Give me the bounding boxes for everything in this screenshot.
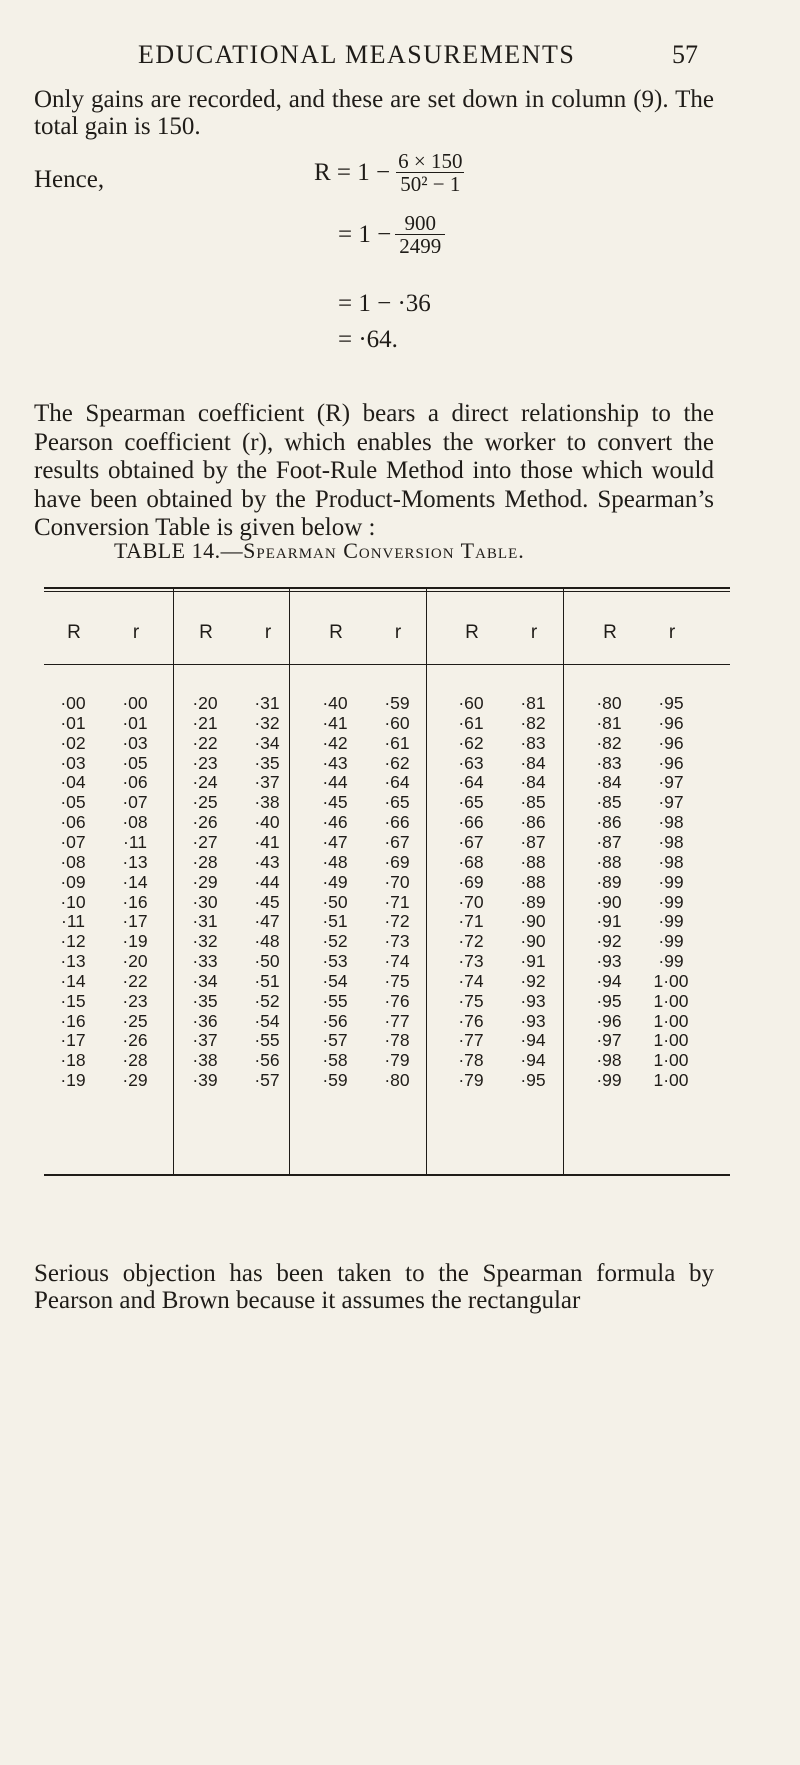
table-cell-r: ·71: [384, 891, 410, 912]
table-cell-r: ·74: [384, 951, 410, 972]
table-cell-R: ·60: [458, 693, 484, 713]
table-cell-r: ·64: [384, 772, 410, 793]
fraction-1-numerator: 6 × 150: [398, 149, 463, 173]
table-cell-r: ·55: [254, 1030, 280, 1051]
table-cell-R: ·19: [60, 1070, 86, 1091]
table-caption-prefix: TABLE 14.—: [114, 538, 244, 563]
table-cell-r: ·34: [254, 732, 280, 753]
table-cell-r: ·00: [122, 693, 148, 713]
table-cell-r: ·98: [658, 831, 684, 852]
equation-lhs: R = 1 −: [314, 158, 391, 186]
table-cell-r: ·38: [254, 792, 280, 813]
fraction-2-numerator: 900: [404, 211, 436, 235]
table-cell-R: ·93: [596, 951, 622, 972]
table-cell-r: ·82: [520, 712, 546, 733]
table-cell-r: ·17: [122, 911, 148, 932]
column-header-R: R: [465, 622, 479, 643]
table-cell-R: ·15: [60, 990, 86, 1011]
table-cell-r: ·94: [520, 1030, 546, 1051]
table-cell-r: ·79: [384, 1050, 410, 1071]
table-cell-r: ·67: [384, 831, 410, 852]
table-cell-R: ·52: [322, 931, 348, 952]
table-cell-R: ·88: [596, 851, 622, 872]
table-cell-R: ·55: [322, 990, 348, 1011]
table-cell-r: ·96: [658, 712, 684, 733]
paragraph-objection: Serious objection has been taken to the Spearman formula by Pearson and Brown because it assumes the rectangular: [34, 1260, 714, 1314]
column-header-r: r: [394, 622, 402, 643]
table-cell-R: ·72: [458, 931, 484, 952]
table-cell-R: ·12: [60, 931, 86, 952]
fraction-2: [395, 212, 445, 257]
table-cell-R: ·14: [60, 970, 86, 991]
table-cell-R: ·31: [192, 911, 218, 932]
table-cell-r: ·06: [122, 772, 148, 793]
table-cell-R: ·28: [192, 851, 218, 872]
table-cell-R: ·33: [192, 951, 218, 972]
table-cell-R: ·61: [458, 712, 484, 733]
table-cell-r: ·50: [254, 951, 280, 972]
table-cell-R: ·87: [596, 831, 622, 852]
table-cell-R: ·54: [322, 970, 348, 991]
table-cell-R: ·41: [322, 712, 348, 733]
table-cell-r: ·88: [520, 851, 546, 872]
table-cell-r: ·56: [254, 1050, 280, 1071]
table-cell-R: ·64: [458, 772, 484, 793]
table-cell-r: ·97: [658, 792, 684, 813]
table-cell-r: ·51: [254, 970, 280, 991]
table-cell-R: ·74: [458, 970, 484, 991]
equation-line-1: [314, 150, 466, 195]
table-cell-r: ·65: [384, 792, 410, 813]
table-cell-R: ·90: [596, 891, 622, 912]
table-cell-r: ·41: [254, 831, 280, 852]
table-cell-R: ·09: [60, 871, 86, 892]
table-cell-R: ·08: [60, 851, 86, 872]
table-cell-R: ·02: [60, 732, 86, 753]
table-cell-R: ·46: [322, 812, 348, 833]
table-cell-r: ·23: [122, 990, 148, 1011]
table-cell-R: ·92: [596, 931, 622, 952]
table-cell-R: ·96: [596, 1010, 622, 1031]
table-cell-r: ·26: [122, 1030, 148, 1051]
table-cell-r: ·69: [384, 851, 410, 872]
column-header-R: R: [67, 622, 81, 643]
table-cell-r: ·99: [658, 931, 684, 952]
table-cell-r: ·08: [122, 812, 148, 833]
table-cell-R: ·18: [60, 1050, 86, 1071]
table-cell-r: ·90: [520, 911, 546, 932]
table-cell-R: ·94: [596, 970, 622, 991]
column-header-R: R: [329, 622, 343, 643]
table-cell-r: ·86: [520, 812, 546, 833]
table-cell-r: ·54: [254, 1010, 280, 1031]
table-cell-r: ·11: [123, 831, 147, 852]
table-cell-R: ·84: [596, 772, 622, 793]
table-cell-r: ·07: [122, 792, 148, 813]
table-cell-r: ·14: [122, 871, 148, 892]
table-cell-R: ·06: [60, 812, 86, 833]
table-column-group: [306, 587, 443, 1176]
table-cell-R: ·97: [596, 1030, 622, 1051]
table-cell-r: ·31: [254, 693, 280, 713]
table-cell-R: ·77: [458, 1030, 484, 1051]
table-cell-r: ·05: [122, 752, 148, 773]
table-cell-r: ·16: [122, 891, 148, 912]
table-cell-r: ·89: [520, 891, 546, 912]
table-cell-R: ·32: [192, 931, 218, 952]
page-header: [0, 40, 800, 80]
table-cell-R: ·56: [322, 1010, 348, 1031]
table-cell-R: ·37: [192, 1030, 218, 1051]
column-header-R: R: [199, 622, 213, 643]
table-cell-R: ·69: [458, 871, 484, 892]
equation-2-lhs: = 1 −: [338, 220, 392, 248]
table-cell-R: ·82: [596, 732, 622, 753]
table-cell-R: ·39: [192, 1070, 218, 1091]
table-cell-R: ·21: [192, 712, 218, 733]
table-cell-R: ·71: [458, 911, 484, 932]
table-cell-R: ·62: [458, 732, 484, 753]
table-cell-r: ·73: [384, 931, 410, 952]
column-header-r: r: [264, 622, 272, 643]
table-cell-r: ·22: [122, 970, 148, 991]
table-cell-r: ·87: [520, 831, 546, 852]
table-cell-R: ·76: [458, 1010, 484, 1031]
table-cell-r: ·19: [122, 931, 148, 952]
table-cell-R: ·57: [322, 1030, 348, 1051]
hence-label: Hence,: [34, 166, 105, 193]
table-cell-R: ·01: [60, 712, 86, 733]
table-cell-R: ·42: [322, 732, 348, 753]
table-cell-r: ·96: [658, 732, 684, 753]
table-cell-r: ·93: [520, 990, 546, 1011]
table-cell-r: ·32: [254, 712, 280, 733]
table-cell-R: ·79: [458, 1070, 484, 1091]
table-cell-r: 1·00: [653, 1070, 689, 1091]
table-cell-R: ·11: [61, 911, 85, 932]
table-cell-r: ·01: [122, 712, 148, 733]
table-column-group: [580, 587, 717, 1176]
table-cell-R: ·83: [596, 752, 622, 773]
table-cell-R: ·50: [322, 891, 348, 912]
column-header-r: r: [668, 622, 676, 643]
table-cell-r: ·88: [520, 871, 546, 892]
table-cell-R: ·26: [192, 812, 218, 833]
table-cell-r: 1·00: [653, 970, 689, 991]
table-cell-r: ·90: [520, 931, 546, 952]
table-cell-R: ·43: [322, 752, 348, 773]
table-cell-r: ·76: [384, 990, 410, 1011]
table-cell-R: ·24: [192, 772, 218, 793]
table-cell-r: 1·00: [653, 1010, 689, 1031]
table-cell-r: ·81: [520, 693, 546, 713]
table-cell-r: 1·00: [653, 1050, 689, 1071]
table-cell-R: ·34: [192, 970, 218, 991]
conversion-table: [44, 587, 732, 1765]
table-column-group: [176, 587, 313, 1176]
table-cell-R: ·91: [596, 911, 622, 932]
table-cell-R: ·36: [192, 1010, 218, 1031]
table-cell-r: ·85: [520, 792, 546, 813]
fraction-1-denominator: 50² − 1: [396, 172, 464, 195]
table-cell-r: ·99: [658, 911, 684, 932]
table-cell-r: ·20: [122, 951, 148, 972]
table-cell-r: ·52: [254, 990, 280, 1011]
table-cell-R: ·16: [60, 1010, 86, 1031]
table-cell-r: ·78: [384, 1030, 410, 1051]
table-cell-r: ·92: [520, 970, 546, 991]
table-cell-R: ·05: [60, 792, 86, 813]
table-cell-R: ·65: [458, 792, 484, 813]
table-cell-R: ·68: [458, 851, 484, 872]
table-cell-R: ·10: [60, 891, 86, 912]
table-cell-r: ·96: [658, 752, 684, 773]
table-column-group: [442, 587, 579, 1176]
table-cell-R: ·45: [322, 792, 348, 813]
table-cell-R: ·81: [596, 712, 622, 733]
table-cell-R: ·58: [322, 1050, 348, 1071]
table-cell-R: ·99: [596, 1070, 622, 1091]
table-cell-R: ·63: [458, 752, 484, 773]
table-cell-R: ·07: [60, 831, 86, 852]
table-cell-r: ·97: [658, 772, 684, 793]
table-cell-r: ·66: [384, 812, 410, 833]
table-cell-R: ·66: [458, 812, 484, 833]
table-cell-r: ·80: [384, 1070, 410, 1091]
table-cell-R: ·70: [458, 891, 484, 912]
table-cell-r: ·95: [658, 693, 684, 713]
table-cell-r: ·84: [520, 772, 546, 793]
table-cell-R: ·20: [192, 693, 218, 713]
table-cell-R: ·75: [458, 990, 484, 1011]
table-cell-r: ·95: [520, 1070, 546, 1091]
table-cell-r: ·62: [384, 752, 410, 773]
table-cell-R: ·53: [322, 951, 348, 972]
table-cell-r: ·99: [658, 891, 684, 912]
table-cell-r: 1·00: [653, 1030, 689, 1051]
table-cell-R: ·89: [596, 871, 622, 892]
table-cell-r: ·25: [122, 1010, 148, 1031]
table-cell-R: ·25: [192, 792, 218, 813]
table-cell-r: ·75: [384, 970, 410, 991]
table-cell-r: ·44: [254, 871, 280, 892]
table-cell-r: ·43: [254, 851, 280, 872]
table-cell-R: ·98: [596, 1050, 622, 1071]
table-cell-R: ·30: [192, 891, 218, 912]
table-cell-r: ·40: [254, 812, 280, 833]
table-cell-r: ·91: [520, 951, 546, 972]
table-cell-R: ·47: [322, 831, 348, 852]
running-title: EDUCATIONAL MEASUREMENTS: [138, 40, 576, 69]
table-cell-r: ·94: [520, 1050, 546, 1071]
table-cell-R: ·73: [458, 951, 484, 972]
table-cell-R: ·95: [596, 990, 622, 1011]
fraction-2-denominator: 2499: [395, 234, 445, 257]
table-cell-R: ·27: [192, 831, 218, 852]
table-cell-R: ·22: [192, 732, 218, 753]
table-cell-r: ·13: [122, 851, 148, 872]
equation-line-3: = 1 − ·36: [338, 290, 431, 317]
table-cell-R: ·38: [192, 1050, 218, 1071]
table-cell-r: ·03: [122, 732, 148, 753]
table-cell-r: ·45: [254, 891, 280, 912]
table-cell-r: ·99: [658, 951, 684, 972]
table-cell-r: 1·00: [653, 990, 689, 1011]
table-cell-R: ·51: [322, 911, 348, 932]
table-caption: [114, 538, 525, 564]
table-cell-r: ·48: [254, 931, 280, 952]
table-cell-R: ·78: [458, 1050, 484, 1071]
table-cell-R: ·13: [60, 951, 86, 972]
table-cell-r: ·35: [254, 752, 280, 773]
table-cell-R: ·17: [60, 1030, 86, 1051]
table-cell-R: ·44: [322, 772, 348, 793]
table-cell-r: ·77: [384, 1010, 410, 1031]
table-cell-R: ·86: [596, 812, 622, 833]
column-header-r: r: [530, 622, 538, 643]
table-cell-r: ·47: [254, 911, 280, 932]
table-cell-r: ·84: [520, 752, 546, 773]
table-cell-R: ·35: [192, 990, 218, 1011]
equation-line-2: [338, 212, 445, 257]
table-cell-R: ·00: [60, 693, 86, 713]
table-cell-R: ·29: [192, 871, 218, 892]
table-cell-r: ·93: [520, 1010, 546, 1031]
table-cell-R: ·85: [596, 792, 622, 813]
column-header-r: r: [132, 622, 140, 643]
column-header-R: R: [603, 622, 617, 643]
table-cell-R: ·40: [322, 693, 348, 713]
table-cell-r: ·98: [658, 851, 684, 872]
table-cell-r: ·98: [658, 812, 684, 833]
table-cell-R: ·49: [322, 871, 348, 892]
table-caption-title: Spearman Conversion Table.: [243, 538, 525, 563]
page-number: 57: [672, 40, 698, 69]
paragraph-intro: Only gains are recorded, and these are set down in column (9). The total gain is 150.: [34, 86, 714, 140]
table-column-group: [44, 587, 181, 1176]
table-cell-r: ·28: [122, 1050, 148, 1071]
table-cell-r: ·57: [254, 1070, 280, 1091]
fraction-1: [394, 150, 466, 195]
table-cell-r: ·59: [384, 693, 410, 713]
equation-line-4: = ·64.: [338, 326, 398, 353]
table-cell-R: ·23: [192, 752, 218, 773]
table-cell-R: ·59: [322, 1070, 348, 1091]
table-cell-r: ·60: [384, 712, 410, 733]
table-cell-r: ·99: [658, 871, 684, 892]
table-cell-R: ·48: [322, 851, 348, 872]
table-cell-r: ·72: [384, 911, 410, 932]
table-cell-r: ·70: [384, 871, 410, 892]
table-cell-R: ·80: [596, 693, 622, 713]
table-cell-r: ·37: [254, 772, 280, 793]
table-cell-R: ·67: [458, 831, 484, 852]
table-cell-r: ·29: [122, 1070, 148, 1091]
table-cell-R: ·04: [60, 772, 86, 793]
paragraph-spearman: The Spearman coefficient (R) bears a direct relationship to the Pearson coefficient (r), which enables the worker to convert the results obtained by the Foot-Rule Method into those which would have been obtained by the Product-Moments Method. Spearman’s Conversion Table is given below :: [34, 400, 714, 541]
table-cell-R: ·03: [60, 752, 86, 773]
table-cell-r: ·61: [384, 732, 410, 753]
table-cell-r: ·83: [520, 732, 546, 753]
